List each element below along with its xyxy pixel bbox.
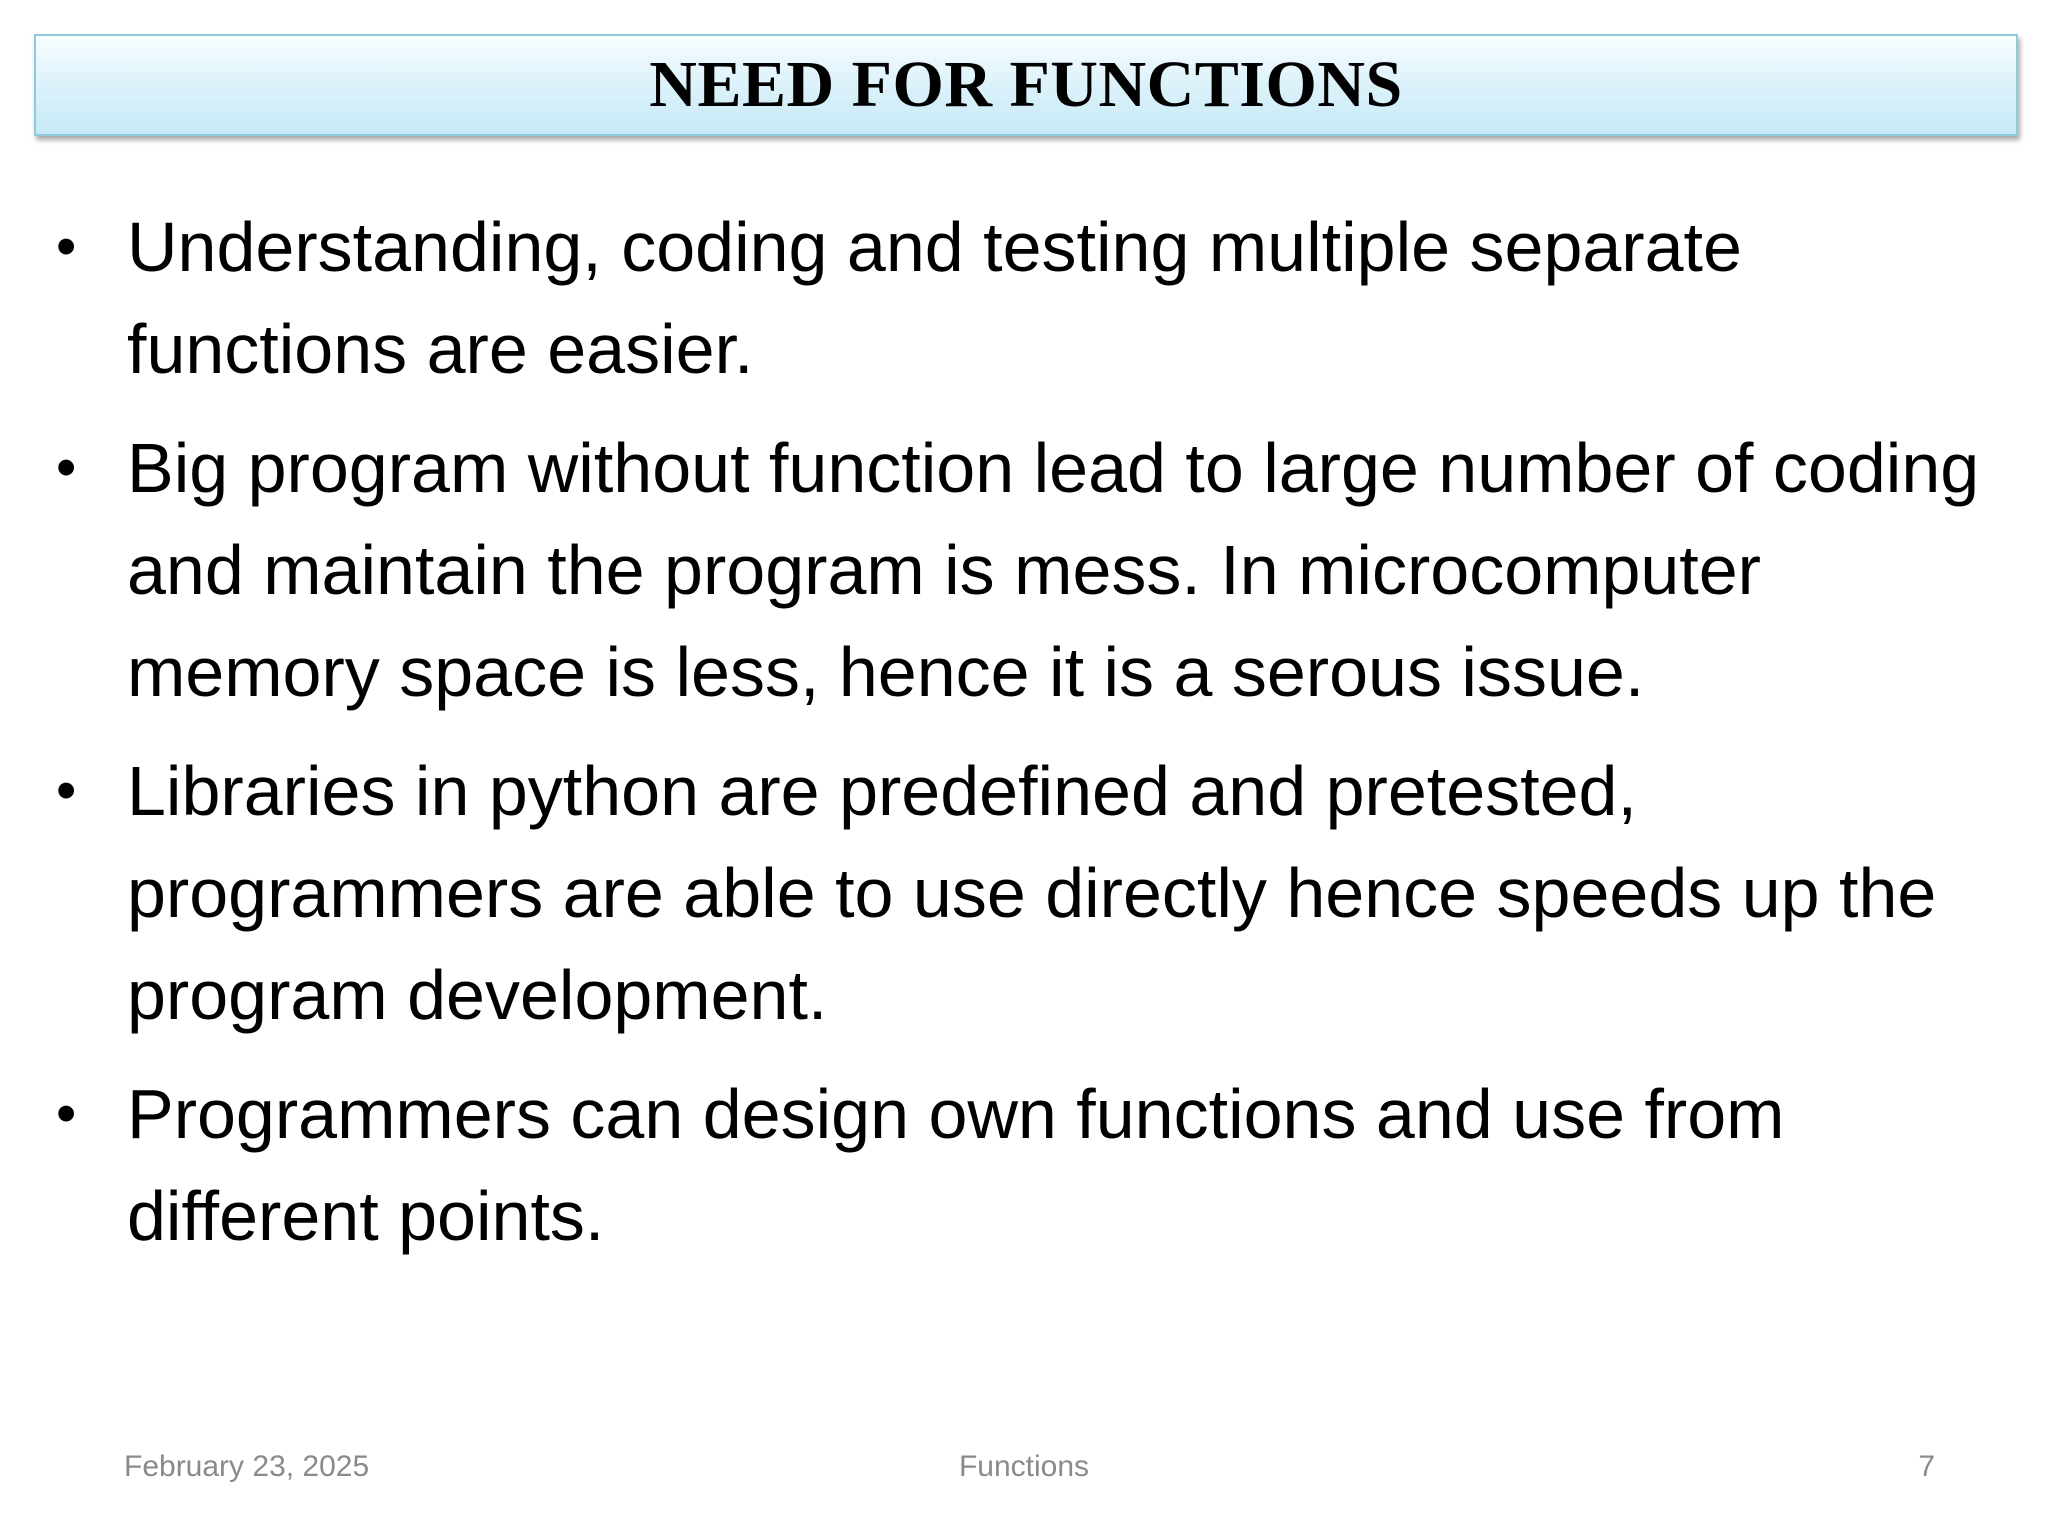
bullet-text: Libraries in python are predefined and pretested, programmers are able to use directly hence speeds up the program development.: [127, 752, 1937, 1034]
bullet-item: [0, 417, 2048, 723]
bullet-item: [0, 740, 2048, 1046]
bullet-list: [0, 196, 2048, 1284]
bullet-dot-icon: •: [56, 214, 77, 279]
bullet-dot-icon: •: [56, 435, 77, 500]
footer-title: Functions: [958, 1450, 1090, 1483]
bullet-dot-icon: •: [56, 758, 77, 823]
bullet-item: [0, 196, 2048, 400]
bullet-text: Understanding, coding and testing multiple separate functions are easier.: [127, 208, 1742, 388]
bullet-text: Big program without function lead to large number of coding and maintain the program is mess. In microcomputer memory space is less, hence it is a serous issue.: [127, 429, 1980, 711]
slide-title-bar: [34, 34, 2018, 136]
footer-date: February 23, 2025: [124, 1450, 370, 1483]
footer-page-number: 7: [1918, 1450, 1935, 1483]
bullet-text: Programmers can design own functions and use from different points.: [127, 1075, 1785, 1255]
bullet-dot-icon: •: [56, 1081, 77, 1146]
bullet-item: [0, 1063, 2048, 1267]
slide-title: NEED FOR FUNCTIONS: [649, 48, 1403, 121]
